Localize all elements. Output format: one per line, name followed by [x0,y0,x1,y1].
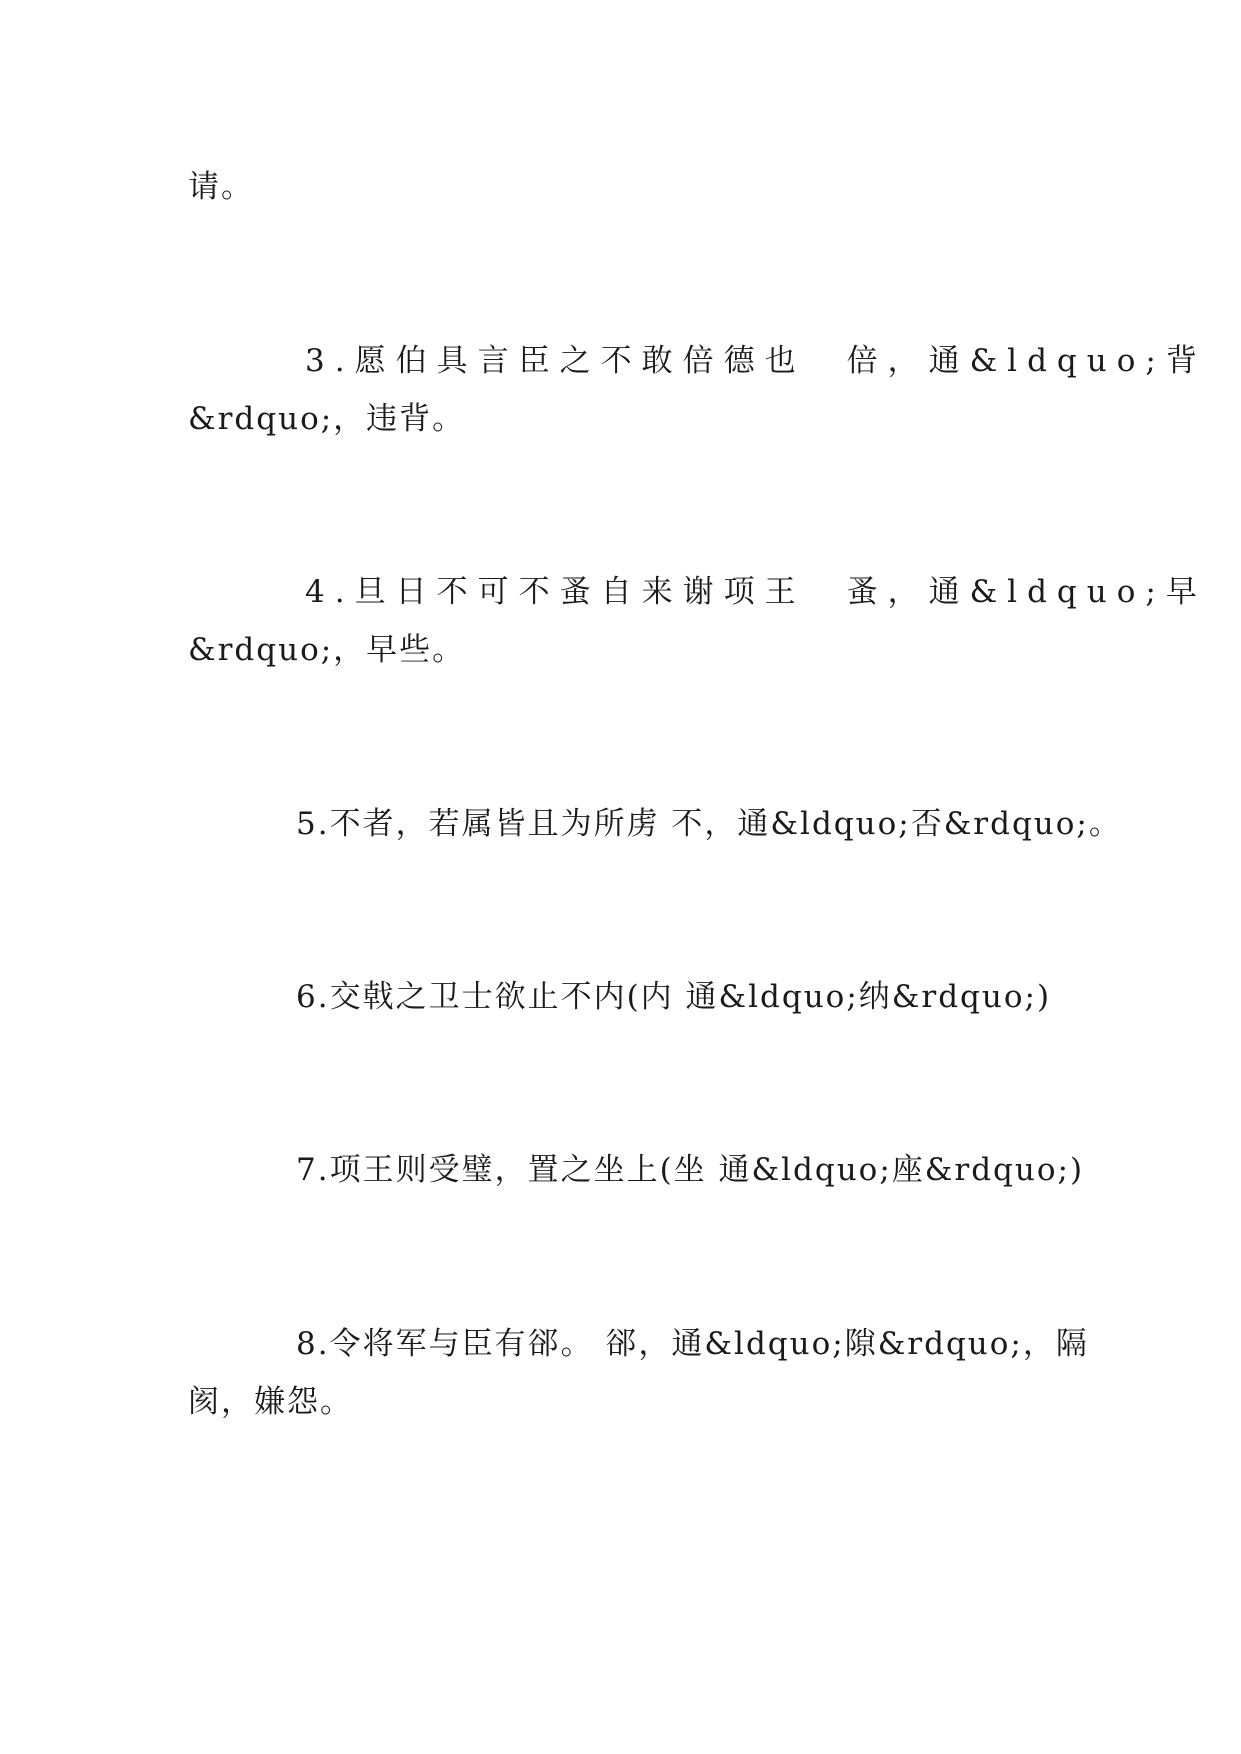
item-4-line-1: 4.旦日不可不蚤自来谢项王 蚤，通&ldquo;早 [305,574,1207,610]
item-4-line-2: &rdquo;，早些。 [188,632,466,668]
item-8-line-1: 8.令将军与臣有郤。 郤，通&ldquo;隙&rdquo;，隔 [296,1326,1089,1362]
item-7-line: 7.项王则受璧，置之坐上(坐 通&ldquo;座&rdquo;) [296,1152,1085,1188]
item-3-line-2: &rdquo;，违背。 [188,401,466,437]
item-3-line-1: 3.愿伯具言臣之不敢倍德也 倍，通&ldquo;背 [305,343,1207,379]
text-line-fragment: 请。 [188,169,254,205]
item-6-line: 6.交戟之卫士欲止不内(内 通&ldquo;纳&rdquo;) [296,979,1052,1015]
item-5-line: 5.不者，若属皆且为所虏 不，通&ldquo;否&rdquo;。 [296,806,1122,842]
item-8-line-2: 阂，嫌怨。 [188,1384,353,1420]
